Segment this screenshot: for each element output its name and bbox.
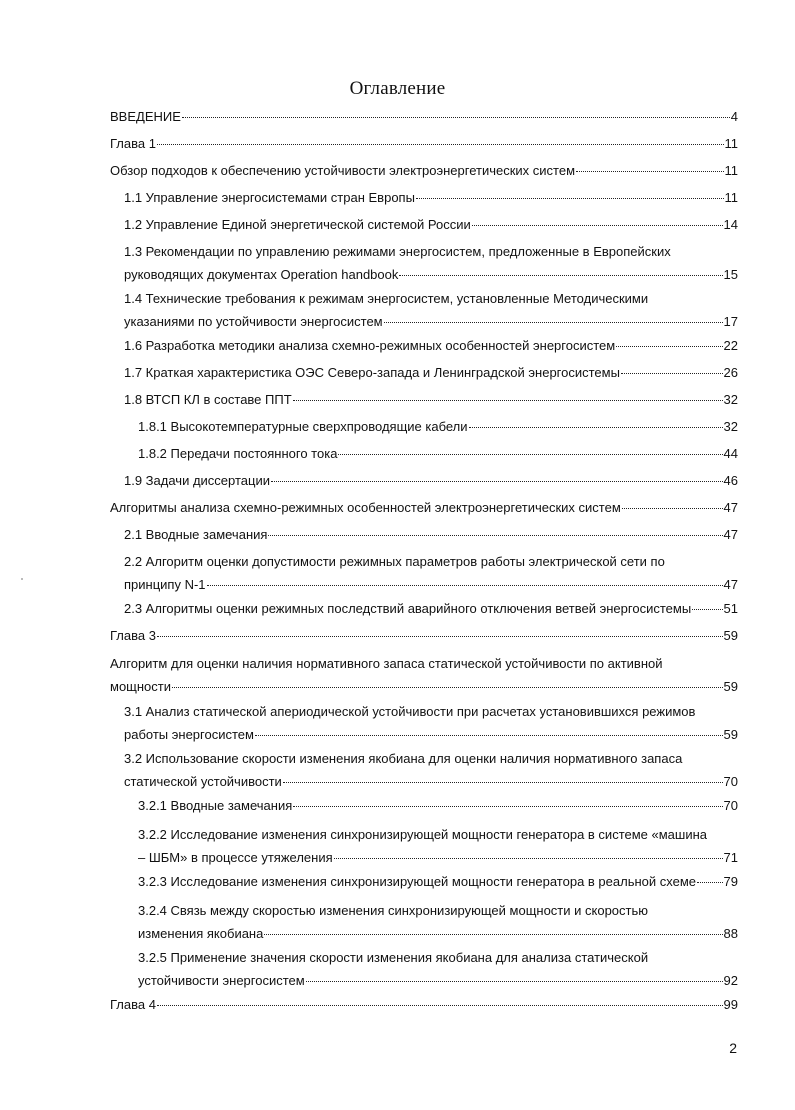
toc-entry[interactable] [138,899,738,945]
toc-entry[interactable] [110,624,738,647]
dot-leader [616,346,722,347]
toc-entry-title: 1.3 Рекомендации по управлению режимами энергосистем, предложенные в Европейских [124,244,671,259]
toc-entry-title: 1.9 Задачи диссертации [124,473,270,488]
dot-leader [157,636,723,637]
dot-leader [416,198,724,199]
dot-leader [283,782,723,783]
toc-entry[interactable] [138,415,738,438]
toc-entry[interactable] [110,993,738,1016]
toc-entry[interactable] [138,946,738,992]
toc-entry[interactable] [110,132,738,155]
dot-leader [182,117,730,118]
toc-entry-page: 32 [723,392,738,407]
toc-entry-title: мощности [110,679,171,694]
toc-entry-title: 1.7 Краткая характеристика ОЭС Северо-запада и Ленинградской энергосистемы [124,365,620,380]
toc-entry-title: статической устойчивости [124,774,282,789]
toc-entry-title: устойчивости энергосистем [138,973,305,988]
toc-entry[interactable] [124,240,738,286]
toc-entry-title: изменения якобиана [138,926,264,941]
toc-entry[interactable] [110,159,738,182]
toc-entry-page: 14 [723,217,738,232]
toc-entry[interactable] [124,287,738,333]
toc-entry-title: руководящих документах Operation handbook [124,267,399,282]
toc-entry-page: 59 [723,727,738,742]
toc-entry-title: 1.8 ВТСП КЛ в составе ППТ [124,392,292,407]
toc-entry-page: 32 [723,419,738,434]
toc-entry-page: 4 [730,109,738,124]
toc-entry-page: 92 [723,973,738,988]
toc-entry-page: 70 [723,774,738,789]
dot-leader [264,934,722,935]
toc-entry-title: 3.1 Анализ статической апериодической устойчивости при расчетах установившихся режимов [124,704,696,719]
toc-entry-title: 1.6 Разработка методики анализа схемно-режимных особенностей энергосистем [124,338,616,353]
dot-leader [621,373,723,374]
toc-entry-page: 59 [723,679,738,694]
dot-leader [399,275,722,276]
toc-entry-title: 1.2 Управление Единой энергетической системой России [124,217,471,232]
toc-entry[interactable] [110,652,738,698]
dot-leader [469,427,723,428]
toc-entry-page: 47 [723,527,738,542]
toc-entry-page: 79 [723,874,738,889]
toc-entry-title: 3.2.4 Связь между скоростью изменения синхронизирующей мощности и скоростью [138,903,649,918]
toc-entry-title: 3.2.2 Исследование изменения синхронизирующей мощности генератора в системе «машина [138,827,708,842]
page-number: 2 [729,1040,737,1056]
toc-entry[interactable] [124,747,738,793]
toc-entry-title: Алгоритмы анализа схемно-режимных особенностей электроэнергетических систем [110,500,621,515]
toc-entry[interactable] [124,523,738,546]
toc-entry[interactable] [124,597,738,620]
toc-entry-title: Алгоритм для оценки наличия нормативного запаса статической устойчивости по активной [110,656,663,671]
toc-entry-title: 3.2.1 Вводные замечания [138,798,293,813]
toc-entry-page: 11 [724,136,738,151]
dot-leader [334,858,723,859]
toc-entry-title: указаниями по устойчивости энергосистем [124,314,383,329]
toc-entry-page: 88 [723,926,738,941]
dot-leader [576,171,723,172]
toc-entry-title: ВВЕДЕНИЕ [110,109,181,124]
dot-leader [472,225,723,226]
toc-entry[interactable] [124,186,738,209]
toc-entry-title: 1.1 Управление энергосистемами стран Европы [124,190,415,205]
dot-leader [268,535,722,536]
toc-entry-page: 47 [723,577,738,592]
toc-entry-title: 2.3 Алгоритмы оценки режимных последствий аварийного отключения ветвей энергосистемы [124,601,692,616]
page-title: Оглавление [349,78,446,99]
dot-leader [293,400,723,401]
toc-entry-title: 3.2.3 Исследование изменения синхронизирующей мощности генератора в реальной схеме [138,874,697,889]
toc-entry-title: 2.1 Вводные замечания [124,527,268,542]
dot-leader [172,687,723,688]
toc-entry-title: 3.2 Использование скорости изменения якобиана для оценки наличия нормативного запаса [124,751,683,766]
toc-entry-page: 70 [723,798,738,813]
toc-entry[interactable] [124,700,738,746]
toc-entry[interactable] [124,361,738,384]
toc-entry-title: Глава 3 [110,628,156,643]
toc-entry[interactable] [138,442,738,465]
toc-entry-title: 1.8.2 Передачи постоянного тока [138,446,338,461]
toc-entry-title: – ШБМ» в процессе утяжеления [138,850,333,865]
toc-entry-page: 44 [723,446,738,461]
dot-leader [306,981,723,982]
toc-entry[interactable] [110,105,738,128]
toc-entry-page: 26 [723,365,738,380]
toc-entry-title: 2.2 Алгоритм оценки допустимости режимных параметров работы электрической сети по [124,554,665,569]
toc-entry-title: Глава 1 [110,136,156,151]
toc-entry-page: 11 [724,163,738,178]
toc-entry-page: 11 [724,190,738,205]
dot-leader [384,322,723,323]
dot-leader [157,144,724,145]
dot-leader [697,882,723,883]
toc-entry[interactable] [124,388,738,411]
toc-entry[interactable] [138,794,738,817]
toc-entry[interactable] [124,469,738,492]
dot-leader [207,585,723,586]
dot-leader [692,609,722,610]
toc-entry-title: Глава 4 [110,997,156,1012]
toc-entry[interactable] [124,334,738,357]
dot-leader [271,481,723,482]
toc-entry-title: 3.2.5 Применение значения скорости изменения якобиана для анализа статической [138,950,649,965]
dot-leader [622,508,723,509]
toc-entry-page: 22 [723,338,738,353]
toc-entry-page: 15 [723,267,738,282]
scan-speck [21,578,23,580]
toc-entry-page: 51 [723,601,738,616]
toc-entry-page: 71 [723,850,738,865]
toc-entry-page: 47 [723,500,738,515]
toc-entry[interactable] [110,496,738,519]
toc-entry[interactable] [138,823,738,869]
toc-entry-title: Обзор подходов к обеспечению устойчивости электроэнергетических систем [110,163,576,178]
toc-entry-page: 99 [723,997,738,1012]
toc-entry-page: 46 [723,473,738,488]
toc-entry[interactable] [124,550,738,596]
toc-entry-title: 1.8.1 Высокотемпературные сверхпроводящие кабели [138,419,468,434]
toc-entry[interactable] [138,870,738,893]
toc-entry-title: 1.4 Технические требования к режимам энергосистем, установленные Методическими [124,291,649,306]
toc-entry-title: принципу N-1 [124,577,206,592]
toc-entry-page: 59 [723,628,738,643]
dot-leader [338,454,722,455]
toc-entry[interactable] [124,213,738,236]
dot-leader [293,806,722,807]
dot-leader [157,1005,723,1006]
dot-leader [255,735,723,736]
toc-entry-title: работы энергосистем [124,727,254,742]
toc-entry-page: 17 [723,314,738,329]
